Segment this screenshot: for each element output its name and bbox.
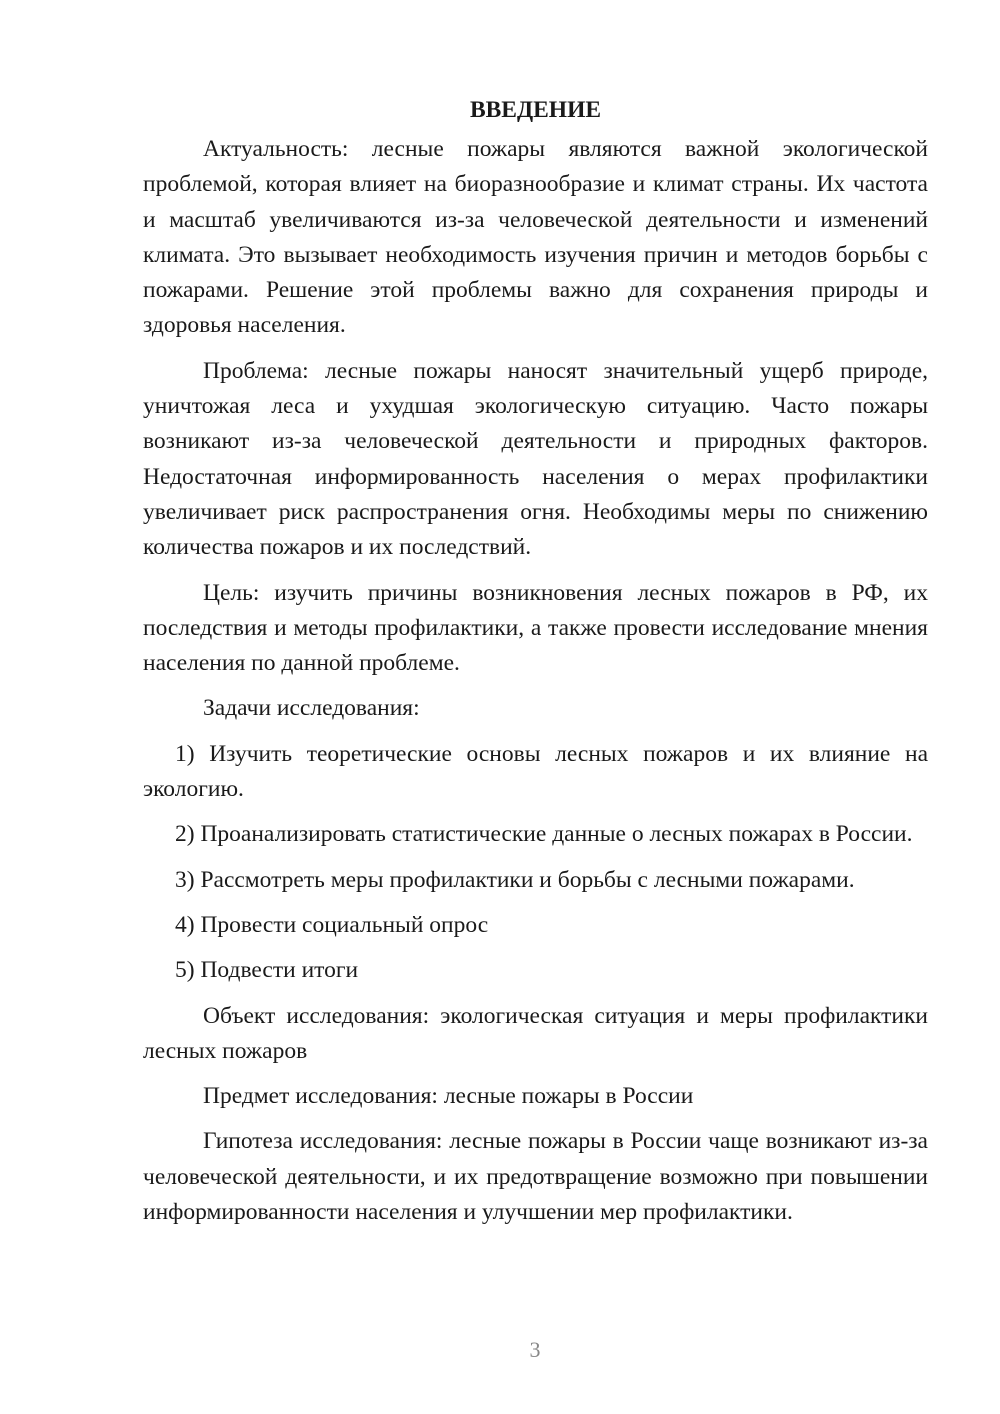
paragraph-goal: Цель: изучить причины возникновения лесных пожаров в РФ, их последствия и методы профилактики, а также провести исследование мнения населения по данной проблеме. bbox=[143, 579, 928, 677]
task-item-1: 1) Изучить теоретические основы лесных пожаров и их влияние на экологию. bbox=[143, 740, 928, 803]
page-content bbox=[143, 92, 928, 1230]
tasks-heading: Задачи исследования: bbox=[203, 695, 420, 722]
paragraph-subject: Предмет исследования: лесные пожары в России bbox=[203, 1083, 694, 1110]
paragraph-object: Объект исследования: экологическая ситуация и меры профилактики лесных пожаров bbox=[143, 1002, 928, 1064]
task-item-3: 3) Рассмотреть меры профилактики и борьбы с лесными пожарами. bbox=[175, 866, 855, 893]
paragraph-relevance: Актуальность: лесные пожары являются важной экологической проблемой, которая влияет на биоразнообразие и климат страны. Их частота и масштаб увеличиваются из-за человеческой деятельности и изменений климата. Это вызывает необходимость изучения причин и методов борьбы с пожарами. Решение этой проблемы важно для сохранения природы и здоровья населения. bbox=[143, 136, 928, 339]
paragraph-hypothesis: Гипотеза исследования: лесные пожары в России чаще возникают из-за человеческой деятельности, и их предотвращение возможно при повышении информированности населения и улучшении мер профилактики. bbox=[143, 1128, 928, 1226]
task-item-2: 2) Проанализировать статистические данные о лесных пожарах в России. bbox=[175, 821, 913, 848]
task-item-4: 4) Провести социальный опрос bbox=[175, 911, 489, 938]
paragraph-problem: Проблема: лесные пожары наносят значительный ущерб природе, уничтожая леса и ухудшая экологическую ситуацию. Часто пожары возникают из-за человеческой деятельности и природных факторов. Недостаточная информированность населения о мерах профилактики увеличивает риск распространения огня. Необходимы меры по снижению количества пожаров и их последствий. bbox=[143, 357, 928, 561]
task-item-5: 5) Подвести итоги bbox=[175, 957, 359, 984]
section-title: ВВЕДЕНИЕ bbox=[469, 97, 602, 123]
page-number: 3 bbox=[529, 1337, 541, 1362]
